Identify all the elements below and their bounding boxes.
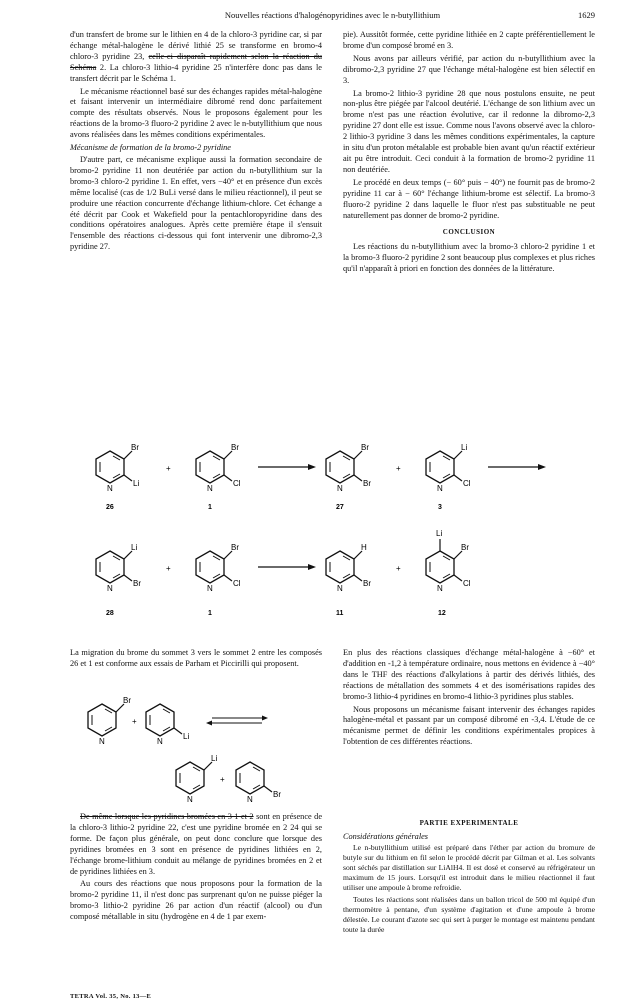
svg-text:N: N xyxy=(207,484,213,493)
arrowhead xyxy=(262,716,268,721)
compound-number: 11 xyxy=(336,610,344,617)
footer-journal-ref: TETRA Vol. 35, No. 13—E xyxy=(70,993,152,1000)
subheading: Considérations générales xyxy=(343,832,429,841)
paragraph: Nous proposons un mécanisme faisant intervenir des échanges rapides halogène-métal et passant par un composé dibromé en -3,4. L'étude de ce mécanisme permet de définir les conditions expérimentales propices à l'obtention de ces différentes réactions. xyxy=(343,704,595,747)
svg-text:Br: Br xyxy=(363,579,371,588)
column-right-bottom xyxy=(343,812,595,937)
column-right-top xyxy=(343,30,595,277)
paragraph: pie). Aussitôt formée, cette pyridine lithiée en 2 capte préférentiellement le brome d'un composé bromé en 3. xyxy=(343,30,595,50)
compound-number: 1 xyxy=(208,504,212,511)
column-right-middle xyxy=(343,648,595,750)
column-left-middle xyxy=(70,648,322,672)
svg-text:H: H xyxy=(361,543,367,552)
column-left-top xyxy=(70,30,322,255)
molecule-3-bromopyridine xyxy=(88,696,131,746)
molecule-1 xyxy=(196,443,241,493)
svg-text:Br: Br xyxy=(363,479,371,488)
svg-text:Br: Br xyxy=(131,443,139,452)
svg-text:N: N xyxy=(99,737,105,746)
paragraph: En plus des réactions classiques d'échange métal-halogène à −60° et d'addition en -1,2 à température ordinaire, nous mettons en évidence à −40° dans le THF des réactions d'alkylations à partir des dérivés lithiés, des réactions de métallation des sommets 4 et des isomérisations rapides des bromo-3 lithio-4 pyridines en bromo-4 lithio-3 pyridines plus stables. xyxy=(343,648,595,701)
arrowhead xyxy=(308,564,316,570)
equilibrium-scheme-svg xyxy=(80,696,320,805)
molecule-28 xyxy=(96,543,141,593)
molecule-11 xyxy=(326,543,371,593)
molecule-27 xyxy=(326,443,371,493)
molecule-12 xyxy=(426,529,471,593)
plus-sign: + xyxy=(166,464,171,473)
molecule-3-lithiopyridine xyxy=(176,754,217,804)
compound-number: 12 xyxy=(438,610,446,617)
svg-text:N: N xyxy=(337,484,343,493)
svg-text:Br: Br xyxy=(461,543,469,552)
svg-text:Li: Li xyxy=(183,732,190,741)
page-number: 1629 xyxy=(578,10,595,20)
svg-text:Cl: Cl xyxy=(463,479,471,488)
plus-sign: + xyxy=(396,464,401,473)
compound-number: 27 xyxy=(336,504,344,511)
svg-text:Br: Br xyxy=(231,443,239,452)
paragraph: Toutes les réactions sont réalisées dans un ballon tricol de 500 ml équipé d'un thermomètre à pentane, d'un système d'agitation et d'une ampoule à brome délestée. Le courant d'azote sec qui sert à purger le montage est maintenu pendant toute la durée xyxy=(343,895,595,934)
svg-text:Li: Li xyxy=(461,443,468,452)
arrowhead xyxy=(206,721,212,726)
reaction-scheme xyxy=(70,437,600,627)
paragraph: La bromo-2 lithio-3 pyridine 28 que nous postulons ensuite, ne peut non-plus être piégée par l'alcool deutérié. L'échange de son lithium avec un brome n'est pas une réaction évolutive, car il redonne la dibromo-2,3 pyridine 27 dont elle est issue. Comme nous l'avons observé avec la chloro-2 lithio-3 pyridine 3 dans les mêmes conditions expérimentales, la capture in situ d'un proton métalable est probable bien avant qu'un réactif extérieur ait pu être introduit. Ceci conduit à la formation de bromo-2 pyridine 11 non deutériée. xyxy=(343,88,595,174)
arrowhead xyxy=(538,464,546,470)
paragraph: De même lorsque les pyridines bromées en 3 1 et 2 sont en présence de la chloro-3 lithio-2 pyridine 22, c'est une pyridine bromée en 2 24 qui se forme. De façon plus générale, on peut donc conclure que lorsque des pyridines bromées en 3 sont en présence de pyridines lithiées en 2, l'échange brome-lithium conduit au mélange de pyridines bromées en 2 et de pyridines lithiées en 3. xyxy=(70,812,322,876)
molecule-1b xyxy=(196,543,241,593)
plus-sign: + xyxy=(396,564,401,573)
plus-sign: + xyxy=(132,717,137,726)
svg-text:Br: Br xyxy=(133,579,141,588)
svg-text:N: N xyxy=(437,584,443,593)
molecule-3 xyxy=(426,443,471,493)
svg-text:N: N xyxy=(437,484,443,493)
compound-number: 3 xyxy=(438,504,442,511)
svg-text:Li: Li xyxy=(436,529,443,538)
molecule-2-lithiopyridine xyxy=(146,704,189,746)
paragraph: La migration du brome du sommet 3 vers le sommet 2 entre les composés 26 et 1 est conforme aux essais de Parham et Piccirilli qui proposent. xyxy=(70,648,322,668)
paragraph: Nous avons par ailleurs vérifié, par action du n-butyllithium avec la dibromo-2,3 pyridine 27 que l'échange métal-halogène est bien sélectif en 3. xyxy=(343,53,595,85)
svg-text:N: N xyxy=(157,737,163,746)
running-title: Nouvelles réactions d'halogénopyridines avec le n-butyllithium xyxy=(224,10,441,20)
svg-text:Cl: Cl xyxy=(233,479,241,488)
section-heading: Mécanisme de formation de la bromo-2 pyridine xyxy=(70,143,231,153)
svg-text:Br: Br xyxy=(231,543,239,552)
paragraph: Au cours des réactions que nous proposons pour la formation de la bromo-2 pyridine 11, il n'est donc pas surprenant qu'on ne puisse piéger la bromo-3 lithio-2 pyridine 26 par action d'un réactif (alcool) ou d'un composé métallable in situ (hydrogène en 4 de 1 par exem- xyxy=(70,879,322,922)
column-left-bottom xyxy=(70,812,322,925)
compound-number: 1 xyxy=(208,610,212,617)
running-header xyxy=(70,10,595,24)
svg-text:N: N xyxy=(207,584,213,593)
plus-sign: + xyxy=(166,564,171,573)
arrowhead xyxy=(308,464,316,470)
paragraph: Le mécanisme réactionnel basé sur des échanges rapides métal-halogène et faisant intervenir un intermédiaire dibromé rend donc parfaitement compte des résultats observés. Nous le proposons également pour les réactions de la bromo-3 fluoro-2 pyridine 2 avec le n-butyllithium que nous avons réalisées dans les mêmes conditions expérimentales. xyxy=(70,86,322,140)
equilibrium-scheme xyxy=(80,696,320,805)
svg-text:Br: Br xyxy=(273,790,281,799)
svg-text:Cl: Cl xyxy=(233,579,241,588)
svg-text:N: N xyxy=(107,484,113,493)
svg-text:Li: Li xyxy=(131,543,138,552)
paragraph: d'un transfert de brome sur le lithien en 4 de la chloro-3 pyridine car, si par échange métal-halogène le dérivé lithié 25 se transforme en bromo-4 chloro-3 pyridine 23, celle-ci disparaît rapidement selon la réaction du Schéma 2. La chloro-3 lithio-4 pyridine 25 n'interfère donc pas dans le transfert décrit par le Schéma 1. xyxy=(70,30,323,83)
compound-number: 28 xyxy=(106,610,114,617)
conclusion-heading: CONCLUSION xyxy=(442,228,496,237)
paragraph: Les réactions du n-butyllithium avec la bromo-3 chloro-2 pyridine 1 et la bromo-3 fluoro-2 pyridine 2 sont beaucoup plus complexes et plus riches qu'il n'apparaît à priori en fonction des données de la littérature. xyxy=(343,242,595,274)
reaction-scheme-svg xyxy=(70,437,600,627)
svg-text:N: N xyxy=(187,795,193,804)
svg-text:Cl: Cl xyxy=(463,579,471,588)
svg-text:N: N xyxy=(337,584,343,593)
svg-text:Br: Br xyxy=(123,696,131,705)
svg-text:Br: Br xyxy=(361,443,369,452)
svg-text:Li: Li xyxy=(211,754,218,763)
svg-text:N: N xyxy=(107,584,113,593)
svg-text:Li: Li xyxy=(133,479,140,488)
svg-text:N: N xyxy=(247,795,253,804)
compound-number: 26 xyxy=(106,504,114,511)
paragraph: Le n-butyllithium utilisé est préparé dans l'éther par action du bromure de butyle sur du lithium en fil selon le procédé décrit par Gilman et al. Les solvants sont séchés par distillation sur LiAlH4. Il est dosé et conservé au réfrigérateur un maximum de 15 jours. Lorsqu'il est introduit dans le milieu réactionnel il faut utiliser une ampoule à brome refroidie. xyxy=(343,843,595,892)
experimental-heading: PARTIE EXPERIMENTALE xyxy=(419,819,519,827)
paragraph: Le procédé en deux temps (− 60° puis − 40°) ne fournit pas de bromo-2 pyridine 11 car à − 60° l'échange lithium-brome est sélectif. La bromo-3 fluoro-2 pyridine 2 dans laquelle le fluor n'est pas substituable ne peut naturellement pas donner de bromo-2 pyridine. xyxy=(343,177,595,220)
plus-sign: + xyxy=(220,775,225,784)
paragraph: D'autre part, ce mécanisme explique aussi la formation secondaire de bromo-2 pyridine 11 non deutériée par action du n-butyllithium sur la bromo-3 chloro-2 pyridine 1. En effet, vers −40° et en présence d'un excès même localisé (cas de 1/2 BuLi versé dans le milieu réactionnel), il peut se produire une réaction concurrente d'échange lithium-chlore. Cet échange a été décrit par Cook et Wakefield pour la pentachloropyridine dans des conditions opératoires analogues. Après cette première étape il s'ensuit l'ensemble des réactions ci-dessous qui font intervenir une dibromo-2,3 pyridine 27. xyxy=(70,154,322,252)
molecule-2-bromopyridine xyxy=(236,762,281,804)
molecule-26 xyxy=(96,443,139,493)
